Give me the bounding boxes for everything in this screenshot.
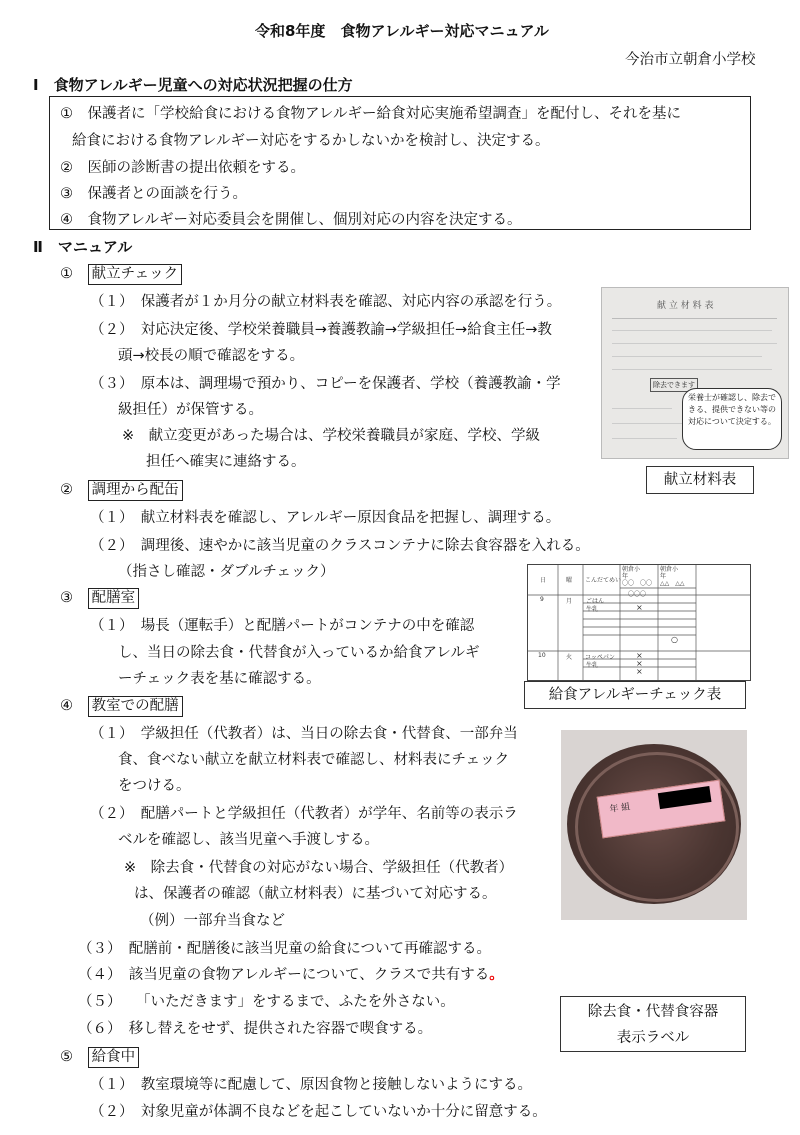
section1-item-1-cont: 給食における食物アレルギー対応をするかしないかを検討し、決定する。: [72, 133, 550, 149]
menu-photo-title: 献 立 材 料 表: [657, 301, 714, 311]
check-mark-3: ×: [636, 659, 643, 668]
check-header-student-2: 朝倉小 年 △△ △△: [660, 566, 685, 587]
school-name: 今治市立朝倉小学校: [625, 52, 756, 68]
menu-photo-stamp: 除去できます: [650, 378, 698, 392]
check-row-weekday-tue: 火: [566, 654, 573, 661]
check-row-menu-rice: ごはん: [586, 598, 605, 605]
sub1-line-6: ※ 献立変更があった場合は、学校栄養職員が家庭、学校、学級: [122, 428, 541, 444]
sub1-line-7: 担任へ確実に連絡する。: [146, 454, 306, 470]
menu-material-caption: 献立材料表: [646, 466, 754, 494]
check-row-menu-milk-1: 牛乳: [586, 606, 599, 613]
container-caption: [560, 996, 746, 1052]
container-caption-line-2: 表示ラベル: [616, 1030, 690, 1046]
allergy-check-table: [527, 564, 751, 681]
sub1-line-2: （２） 対応決定後、学校栄養職員→養護教諭→学級担任→給食主任→教: [90, 322, 552, 338]
check-header-menu: こんだてめい: [585, 577, 622, 584]
sub2-line-2: （２） 調理後、速やかに該当児童のクラスコンテナに除去食容器を入れる。: [90, 538, 590, 554]
sub5-num: ⑤: [60, 1049, 73, 1065]
sub5-line-2: （２） 対象児童が体調不良などを起こしていないか十分に留意する。: [90, 1104, 547, 1120]
menu-photo-note: 栄養士が確認し、除去できる、提供できない等の対応について決定する。: [682, 388, 782, 450]
sub1-line-4: （３） 原本は、調理場で預かり、コピーを保護者、学校（養護教諭・学: [90, 376, 561, 392]
section1-heading: Ⅰ 食物アレルギー児童への対応状況把握の仕方: [33, 76, 353, 94]
check-row-menu-milk-2: 牛乳: [586, 662, 599, 669]
sub2-label: 調理から配缶: [88, 480, 183, 501]
sub4-line-9: （３） 配膳前・配膳後に該当児童の給食について再確認する。: [78, 941, 491, 957]
check-header-day: 日: [540, 577, 547, 584]
document-title: 令和8年度 食物アレルギー対応マニュアル: [255, 22, 549, 40]
check-row-day-9: 9: [540, 596, 544, 603]
sub4-line-10-text: （４） 該当児童の食物アレルギーについて、クラスで共有する: [78, 967, 490, 983]
sub1-line-3: 頭→校長の順で確認をする。: [118, 348, 305, 364]
sub2-line-1: （１） 献立材料表を確認し、アレルギー原因食品を把握し、調理する。: [90, 510, 561, 526]
section1-item-2: ② 医師の診断書の提出依頼をする。: [60, 160, 305, 176]
check-mark-1: ×: [636, 603, 643, 612]
sub3-num: ③: [60, 590, 73, 606]
sub5-heading: [60, 1045, 139, 1066]
sub4-heading: [60, 694, 183, 715]
sub1-line-1: （１） 保護者が１か月分の献立材料表を確認、対応内容の承認を行う。: [90, 294, 562, 310]
sub3-line-3: ーチェック表を基に確認する。: [118, 671, 321, 687]
section2-heading: Ⅱ マニュアル: [33, 238, 133, 256]
sub1-heading: [60, 262, 182, 283]
menu-material-photo: [601, 287, 789, 459]
container-photo: [561, 730, 747, 920]
check-mark-2: ×: [636, 651, 643, 660]
sub1-num: ①: [60, 266, 73, 282]
sub3-heading: [60, 586, 139, 607]
check-mark-circle: ○: [671, 635, 678, 644]
sub2-line-3: （指さし確認・ダブルチェック）: [118, 564, 335, 580]
sub4-line-8: （例）一部弁当食など: [140, 913, 285, 929]
sub4-line-7: は、保護者の確認（献立材料表）に基づいて対応する。: [134, 886, 497, 902]
red-period-mark: 。: [489, 967, 504, 983]
check-row-menu-bread: コッペパン: [585, 654, 615, 661]
sub4-line-5: ベルを確認し、該当児童へ手渡しする。: [118, 832, 379, 848]
check-row-weekday-mon: 月: [566, 598, 573, 605]
check-header-weekday: 曜: [566, 577, 573, 584]
sub1-line-5: 級担任）が保管する。: [118, 402, 263, 418]
sub3-line-2: し、当日の除去食・代替食が入っているか給食アレルギ: [118, 645, 480, 661]
check-row-day-10: 10: [538, 652, 546, 659]
section1-item-4: ④ 食物アレルギー対応委員会を開催し、個別対応の内容を決定する。: [60, 212, 522, 228]
allergy-check-caption: 給食アレルギーチェック表: [524, 681, 746, 709]
sub4-label: 教室での配膳: [88, 696, 183, 717]
sub4-line-10: [78, 963, 504, 984]
sub1-label: 献立チェック: [88, 264, 183, 285]
check-header-student-1: 朝倉小 年 〇〇 〇〇: [622, 566, 653, 587]
sub4-line-1: （１） 学級担任（代教者）は、当日の除去食・代替食、一部弁当: [90, 726, 518, 742]
sub4-line-11: （５） 「いただきます」をするまで、ふたを外さない。: [78, 994, 455, 1010]
sub4-line-4: （２） 配膳パートと学級担任（代教者）が学年、名前等の表示ラ: [90, 806, 518, 822]
section1-item-1: ① 保護者に「学校給食における食物アレルギー給食対応実施希望調査」を配付し、それを基に: [60, 106, 682, 122]
sub4-line-12: （６） 移し替えをせず、提供された容器で喫食する。: [78, 1021, 433, 1037]
sub4-line-2: 食、食べない献立を献立材料表で確認し、材料表にチェック: [118, 752, 510, 768]
sub5-line-1: （１） 教室環境等に配慮して、原因食物と接触しないようにする。: [90, 1077, 532, 1093]
sub4-line-3: をつける。: [118, 778, 191, 794]
sub3-line-1: （１） 場長（運転手）と配膳パートがコンテナの中を確認: [90, 618, 475, 634]
sub4-num: ④: [60, 698, 73, 714]
sub2-num: ②: [60, 482, 73, 498]
check-subheader-1: 〇〇〇: [628, 591, 647, 598]
container-caption-line-1: 除去食・代替食容器: [587, 1004, 719, 1020]
sub2-heading: [60, 478, 183, 499]
container-label-redaction: [658, 786, 712, 809]
check-mark-4: ×: [636, 667, 643, 676]
sub3-label: 配膳室: [88, 588, 140, 609]
sub5-label: 給食中: [88, 1047, 140, 1068]
sub4-line-6: ※ 除去食・代替食の対応がない場合、学級担任（代教者）: [124, 860, 514, 876]
section1-item-3: ③ 保護者との面談を行う。: [60, 186, 247, 202]
container-label-text: 年 組: [608, 802, 632, 816]
